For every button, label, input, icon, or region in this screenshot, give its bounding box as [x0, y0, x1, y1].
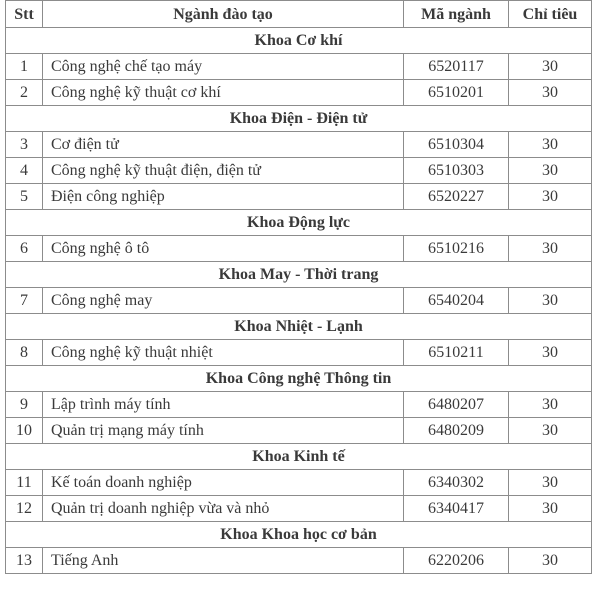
cell-stt: 2 — [6, 80, 43, 106]
cell-major: Điện công nghiệp — [43, 184, 404, 210]
cell-code: 6480209 — [404, 418, 509, 444]
table-row — [6, 392, 592, 418]
group-row — [6, 314, 592, 340]
group-title: Khoa Công nghệ Thông tin — [6, 366, 592, 392]
cell-stt: 9 — [6, 392, 43, 418]
table-row — [6, 288, 592, 314]
table-row — [6, 132, 592, 158]
group-title: Khoa Điện - Điện tử — [6, 106, 592, 132]
table-row — [6, 418, 592, 444]
table-row — [6, 80, 592, 106]
table-row — [6, 340, 592, 366]
cell-stt: 13 — [6, 548, 43, 574]
group-title: Khoa Khoa học cơ bản — [6, 522, 592, 548]
cell-code: 6520227 — [404, 184, 509, 210]
cell-stt: 7 — [6, 288, 43, 314]
cell-stt: 5 — [6, 184, 43, 210]
cell-code: 6510216 — [404, 236, 509, 262]
table-row — [6, 470, 592, 496]
cell-stt: 6 — [6, 236, 43, 262]
cell-code: 6510304 — [404, 132, 509, 158]
cell-code: 6480207 — [404, 392, 509, 418]
cell-quota: 30 — [509, 548, 592, 574]
table-row — [6, 548, 592, 574]
cell-code: 6510303 — [404, 158, 509, 184]
group-row — [6, 366, 592, 392]
group-row — [6, 262, 592, 288]
cell-code: 6540204 — [404, 288, 509, 314]
cell-major: Cơ điện tử — [43, 132, 404, 158]
cell-quota: 30 — [509, 392, 592, 418]
group-row — [6, 444, 592, 470]
cell-stt: 1 — [6, 54, 43, 80]
cell-major: Công nghệ ô tô — [43, 236, 404, 262]
cell-major: Công nghệ may — [43, 288, 404, 314]
group-title: Khoa Động lực — [6, 210, 592, 236]
cell-quota: 30 — [509, 418, 592, 444]
cell-quota: 30 — [509, 496, 592, 522]
table-row — [6, 184, 592, 210]
cell-code: 6520117 — [404, 54, 509, 80]
header-major: Ngành đào tạo — [43, 1, 404, 28]
table-row — [6, 54, 592, 80]
group-row — [6, 210, 592, 236]
cell-major: Tiếng Anh — [43, 548, 404, 574]
cell-code: 6510211 — [404, 340, 509, 366]
cell-major: Lập trình máy tính — [43, 392, 404, 418]
cell-quota: 30 — [509, 236, 592, 262]
admission-quota-table — [5, 0, 592, 574]
header-row — [6, 1, 592, 28]
cell-stt: 11 — [6, 470, 43, 496]
header-quota: Chỉ tiêu — [509, 1, 592, 28]
table-row — [6, 496, 592, 522]
group-title: Khoa Nhiệt - Lạnh — [6, 314, 592, 340]
cell-major: Kế toán doanh nghiệp — [43, 470, 404, 496]
cell-quota: 30 — [509, 470, 592, 496]
cell-quota: 30 — [509, 288, 592, 314]
cell-major: Công nghệ kỹ thuật nhiệt — [43, 340, 404, 366]
header-stt: Stt — [6, 1, 43, 28]
cell-quota: 30 — [509, 54, 592, 80]
cell-stt: 3 — [6, 132, 43, 158]
cell-stt: 12 — [6, 496, 43, 522]
cell-code: 6510201 — [404, 80, 509, 106]
cell-code: 6220206 — [404, 548, 509, 574]
table-row — [6, 236, 592, 262]
group-row — [6, 28, 592, 54]
cell-stt: 10 — [6, 418, 43, 444]
cell-quota: 30 — [509, 340, 592, 366]
group-row — [6, 522, 592, 548]
cell-major: Công nghệ kỹ thuật cơ khí — [43, 80, 404, 106]
cell-major: Công nghệ chế tạo máy — [43, 54, 404, 80]
group-title: Khoa Kinh tế — [6, 444, 592, 470]
group-title: Khoa Cơ khí — [6, 28, 592, 54]
cell-major: Quản trị doanh nghiệp vừa và nhỏ — [43, 496, 404, 522]
cell-quota: 30 — [509, 184, 592, 210]
cell-major: Quản trị mạng máy tính — [43, 418, 404, 444]
cell-major: Công nghệ kỹ thuật điện, điện tử — [43, 158, 404, 184]
cell-code: 6340302 — [404, 470, 509, 496]
cell-stt: 4 — [6, 158, 43, 184]
group-title: Khoa May - Thời trang — [6, 262, 592, 288]
cell-code: 6340417 — [404, 496, 509, 522]
cell-quota: 30 — [509, 158, 592, 184]
cell-stt: 8 — [6, 340, 43, 366]
cell-quota: 30 — [509, 80, 592, 106]
header-code: Mã ngành — [404, 1, 509, 28]
table-row — [6, 158, 592, 184]
group-row — [6, 106, 592, 132]
cell-quota: 30 — [509, 132, 592, 158]
